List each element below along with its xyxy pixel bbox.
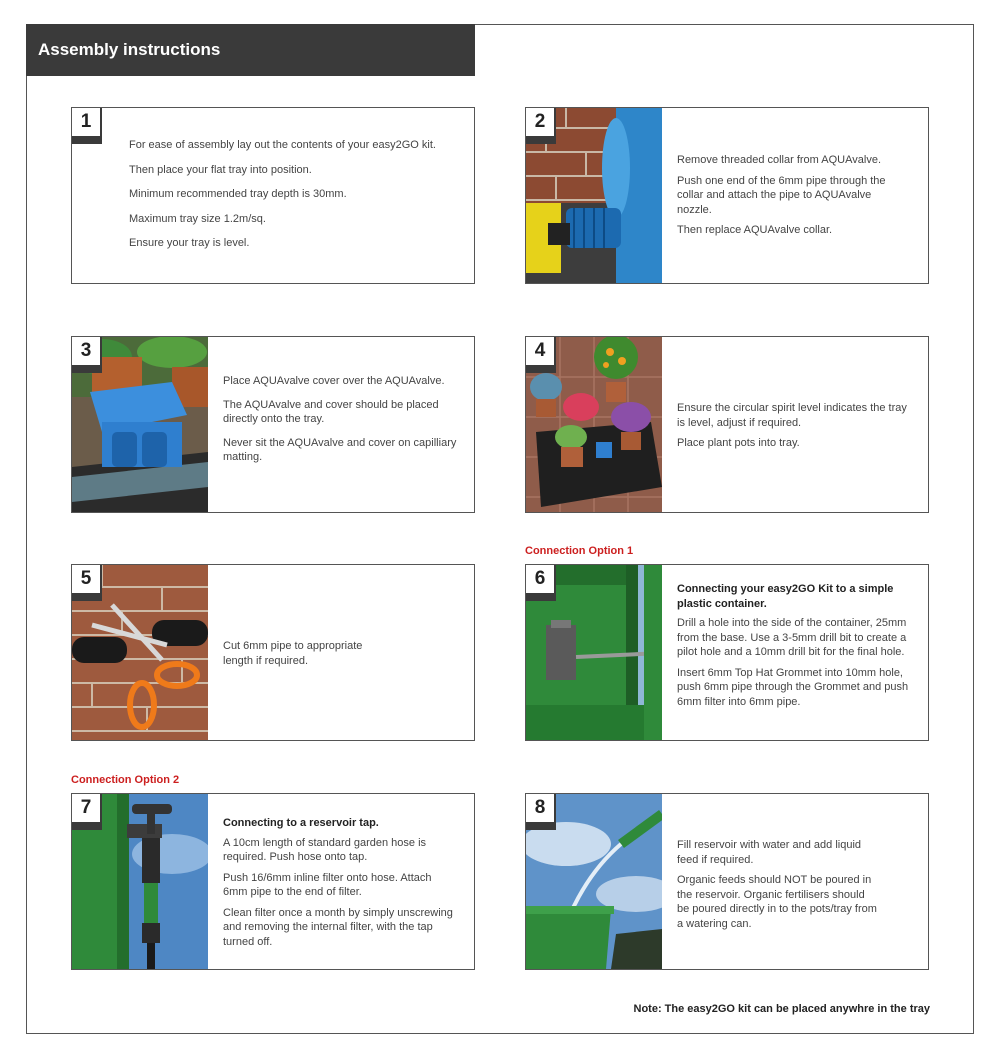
step-heading: Connecting to a reservoir tap. xyxy=(223,817,379,829)
step-number: 7 xyxy=(72,794,102,824)
step-card-2 xyxy=(525,107,929,284)
step-line: The AQUAvalve and cover should be placed directly onto the tray. xyxy=(223,398,439,425)
step-line: Fill reservoir with water and add liquid feed if required. xyxy=(677,839,862,866)
step-text xyxy=(223,816,458,955)
step-line: Maximum tray size 1.2m/sq. xyxy=(129,212,266,225)
footer-note: Note: The easy2GO kit can be placed anywhre in the tray xyxy=(633,1003,930,1015)
step-line: Clean filter once a month by simply unscrewing and removing the internal filter, with the tap turned off. xyxy=(223,906,453,948)
step-line: Drill a hole into the side of the container, 25mm from the base. Use a 3-5mm drill bit to create a pilot hole and a 10mm drill bit for the final hole. xyxy=(677,617,907,658)
step-line: Then replace AQUAvalve collar. xyxy=(677,224,833,236)
step-line: Push 16/6mm inline filter onto hose. Attach 6mm pipe to the end of filter. xyxy=(223,871,432,898)
page-title: Assembly instructions xyxy=(26,24,475,76)
connection-option-2-label: Connection Option 2 xyxy=(71,774,180,786)
step-card-5 xyxy=(71,564,475,741)
step-line: Ensure your tray is level. xyxy=(129,237,250,249)
step-heading: Connecting your easy2GO Kit to a simple plastic container. xyxy=(677,583,894,610)
step-card-4 xyxy=(525,336,929,513)
step-line: Then place your flat tray into position. xyxy=(129,163,312,176)
step-number: 8 xyxy=(526,794,556,824)
step-text xyxy=(677,838,877,937)
step-card-3 xyxy=(71,336,475,513)
step-number: 3 xyxy=(72,337,102,367)
step-number: 6 xyxy=(526,565,556,595)
step-number: 4 xyxy=(526,337,556,367)
step-number: 2 xyxy=(526,108,556,138)
connection-option-1-label: Connection Option 1 xyxy=(525,545,634,557)
step-line: Cut 6mm pipe to appropriate length if required. xyxy=(223,640,363,667)
step-card-7 xyxy=(71,793,475,970)
step-line: Remove threaded collar from AQUAvalve. xyxy=(677,154,881,166)
step-text xyxy=(129,138,469,257)
step-line: Minimum recommended tray depth is 30mm. xyxy=(129,188,347,200)
step-card-1 xyxy=(71,107,475,284)
step-line: Insert 6mm Top Hat Grommet into 10mm hole, push 6mm pipe through the Grommet and push 6mm filter into 6mm pipe. xyxy=(677,666,909,708)
step-text xyxy=(223,639,393,674)
step-text xyxy=(223,374,458,471)
step-line: A 10cm length of standard garden hose is required. Push hose onto tap. xyxy=(223,836,427,863)
step-card-8 xyxy=(525,793,929,970)
step-line: Organic feeds should NOT be poured in the reservoir. Organic fertilisers should be poured directly in to the pots/tray from a watering can. xyxy=(677,874,877,930)
step-line: Place AQUAvalve cover over the AQUAvalve. xyxy=(223,375,445,387)
step-line: Place plant pots into tray. xyxy=(677,437,800,449)
step-text xyxy=(677,401,912,457)
step-number: 1 xyxy=(72,108,102,138)
step-line: For ease of assembly lay out the contents of your easy2GO kit. xyxy=(129,139,436,151)
step-text xyxy=(677,153,892,244)
step-line: Push one end of the 6mm pipe through the collar and attach the pipe to AQUAvalve nozzle. xyxy=(677,174,886,216)
step-card-6 xyxy=(525,564,929,741)
step-number: 5 xyxy=(72,565,102,595)
step-line: Never sit the AQUAvalve and cover on capilliary matting. xyxy=(223,436,457,463)
step-line: Ensure the circular spirit level indicates the tray is level, adjust if required. xyxy=(677,402,907,429)
step-text xyxy=(677,582,912,715)
